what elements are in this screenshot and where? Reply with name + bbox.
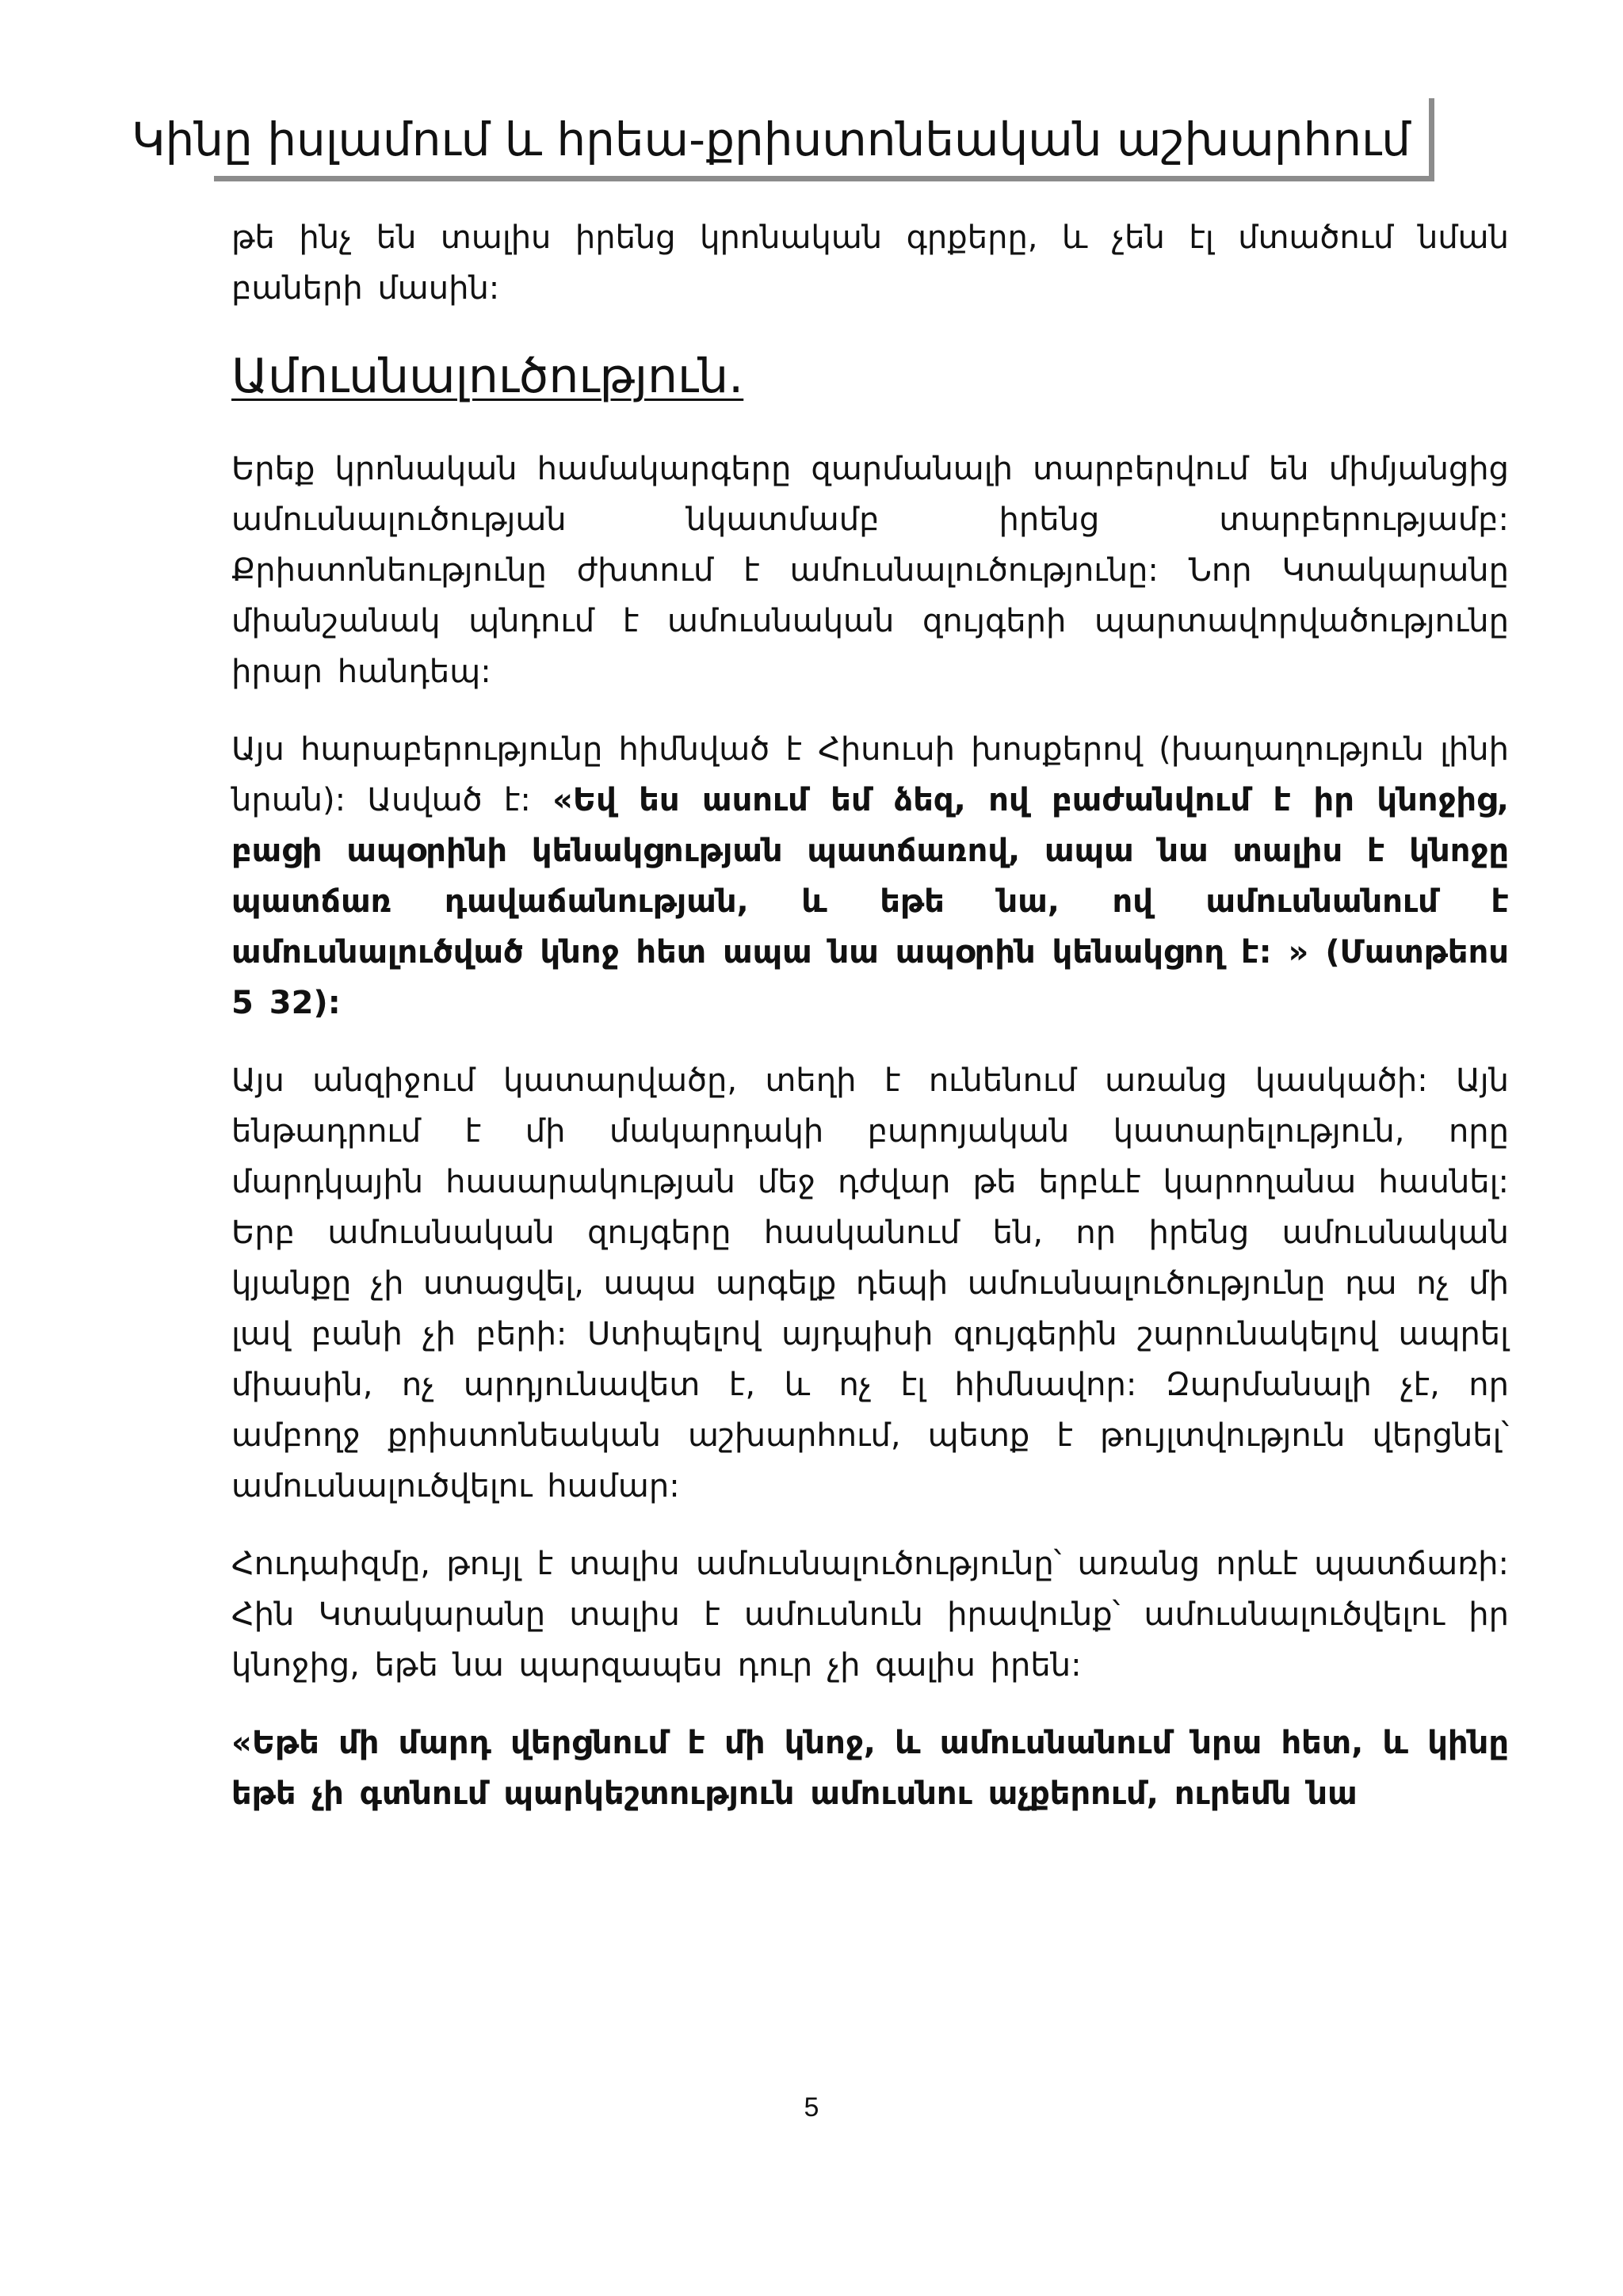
paragraph-3: Այս անզիջում կատարվածը, տեղի է ունենում առանց կասկածի: Այն ենթադրում է մի մակարդակի բարոյական կատարելություն, որը մարդկային հասարակության մեջ դժվար թե երբևէ կարողանա հասնել: Երբ ամուսնական զույգերը հասկանում են, որ իրենց ամուսնական կյանքը չի ստացվել, ապա արգելք դեպի ամուսնալուծությունը դա ոչ մի լավ բանի չի բերի: Ստիպելով այդպիսի զույգերին շարունակելով ապրել միասին, ոչ արդյունավետ է, և ոչ էլ հիմնավոր: Զարմանալի չէ, որ ամբողջ քրիստոնեական աշխարհում, պետք է թույլտվություն վերցնել՝ ամուսնալուծվելու համար: — [231, 1062, 1509, 1505]
page-header — [132, 103, 1434, 182]
paragraph-5-quote: «Եթե մի մարդ վերցնում է մի կնոջ, և ամուսնանում նրա հետ, և կինը եթե չի գտնում պարկեշտություն ամուսնու աչքերում, ուրեմն նա — [231, 1725, 1509, 1812]
paragraph-1: Երեք կրոնական համակարգերը զարմանալի տարբերվում են միմյանցից ամուսնալուծության նկատմամբ իրենց տարբերությամբ: Քրիստոնեությունը ժխտում է ամուսնալուծությունը: Նոր Կտակարանը միանշանակ պնդում է ամուսնական զույգերի պարտավորվածությունը իրար հանդեպ: — [231, 451, 1509, 690]
paragraph-4: Հուդաիզմը, թույլ է տալիս ամուսնալուծությունը՝ առանց որևէ պատճառի: Հին Կտակարանը տալիս է ամուսնուն իրավունք՝ ամուսնալուծվելու իր կնոջից, եթե նա պարզապես դուր չի գալիս իրեն: — [231, 1546, 1509, 1684]
page-number: 5 — [804, 2092, 819, 2122]
paragraph-2-plain: Այս հարաբերությունը հիմնված է Հիսուսի խոսքերով (խաղաղություն լինի նրան): Ասված է: — [231, 731, 1509, 818]
paragraph-2-quote: «Եվ ես ասում եմ ձեզ, ով բաժանվում է իր կնոջից, բացի ապօրինի կենակցության պատճառով, ապա նա տալիս է կնոջը պատճառ դավաճանության, և եթե նա, ով ամուսնանում է ամուսնալուծված կնոջ հետ ապա նա ապօրին կենակցող է: » (Մատթեոս 5 32): — [231, 782, 1509, 1021]
header-title: Կինը իսլամում և հրեա-քրիստոնեական աշխարհում — [132, 113, 1411, 166]
section-heading: Ամուսնալուծություն. — [231, 349, 744, 404]
document-body — [231, 212, 1509, 1846]
paragraph-2 — [231, 724, 1509, 1028]
header-rule — [214, 176, 1434, 181]
intro-paragraph: թե ինչ են տալիս իրենց կրոնական գրքերը, և չեն էլ մտածում նման բաների մասին: — [231, 219, 1509, 307]
header-vertical-bar — [1429, 98, 1434, 177]
